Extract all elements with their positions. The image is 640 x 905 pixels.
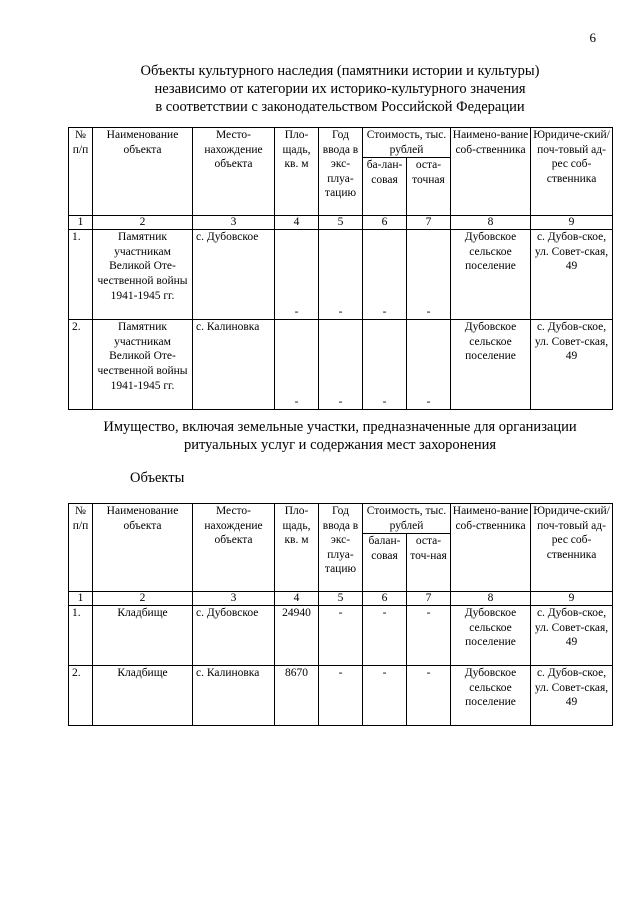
header-area: Пло-щадь, кв. м — [275, 504, 319, 592]
header-cost-residual: оста-точ-ная — [407, 534, 451, 592]
row-residual: - — [407, 606, 451, 666]
column-number: 3 — [193, 216, 275, 230]
row-name: Памятник участникам Великой Оте-чественной войны 1941-1945 гг. — [93, 230, 193, 320]
column-number: 7 — [407, 216, 451, 230]
column-number: 6 — [363, 216, 407, 230]
header-num: № п/п — [69, 504, 93, 592]
column-number: 9 — [531, 216, 613, 230]
row-owner: Дубовское сельское поселение — [451, 666, 531, 726]
column-number: 6 — [363, 592, 407, 606]
row-location: с. Калиновка — [193, 666, 275, 726]
row-year: - — [319, 230, 363, 320]
row-name: Памятник участникам Великой Оте-чественной войны 1941-1945 гг. — [93, 320, 193, 410]
row-balance: - — [363, 320, 407, 410]
header-num: № п/п — [69, 128, 93, 216]
header-area: Пло-щадь, кв. м — [275, 128, 319, 216]
header-owner: Наимено-вание соб-ственника — [451, 504, 531, 592]
row-year: - — [319, 320, 363, 410]
row-area: 24940 — [275, 606, 319, 666]
column-number: 9 — [531, 592, 613, 606]
column-number: 2 — [93, 216, 193, 230]
heading-line: Объекты культурного наследия (памятники истории и культуры) — [140, 63, 540, 79]
row-owner: Дубовское сельское поселение — [451, 320, 531, 410]
row-residual: - — [407, 666, 451, 726]
table-row — [69, 666, 613, 726]
header-owner: Наимено-вание соб-ственника — [451, 128, 531, 216]
row-address: с. Дубов-ское, ул. Совет-ская, 49 — [531, 320, 613, 410]
header-year: Год ввода в экс-плуа-тацию — [319, 504, 363, 592]
row-num: 1. — [69, 230, 93, 320]
header-name: Наименование объекта — [93, 504, 193, 592]
column-number: 8 — [451, 216, 531, 230]
row-address: с. Дубов-ское, ул. Совет-ская, 49 — [531, 606, 613, 666]
row-residual: - — [407, 320, 451, 410]
row-balance: - — [363, 606, 407, 666]
column-number: 2 — [93, 592, 193, 606]
section2-heading — [60, 418, 620, 454]
row-name: Кладбище — [93, 666, 193, 726]
row-balance: - — [363, 230, 407, 320]
header-location: Место-нахождение объекта — [193, 128, 275, 216]
header-address: Юридиче-ский/поч-товый ад-рес соб-ственника — [531, 504, 613, 592]
row-owner: Дубовское сельское поселение — [451, 606, 531, 666]
column-number: 4 — [275, 592, 319, 606]
header-address: Юридиче-ский/поч-товый ад-рес соб-ственника — [531, 128, 613, 216]
row-num: 2. — [69, 666, 93, 726]
row-year: - — [319, 666, 363, 726]
cemetery-table — [68, 503, 613, 726]
heading-line: Имущество, включая земельные участки, предназначенные для организации — [103, 419, 577, 435]
column-number: 1 — [69, 592, 93, 606]
row-name: Кладбище — [93, 606, 193, 666]
header-cost: Стоимость, тыс. рублей — [363, 128, 451, 158]
heritage-table — [68, 127, 613, 410]
row-area: - — [275, 230, 319, 320]
page-number: 6 — [589, 30, 596, 45]
heading-line: ритуальных услуг и содержания мест захоронения — [183, 437, 497, 453]
row-balance: - — [363, 666, 407, 726]
row-num: 1. — [69, 606, 93, 666]
row-location: с. Дубовское — [193, 606, 275, 666]
column-number: 8 — [451, 592, 531, 606]
column-number: 5 — [319, 216, 363, 230]
table-row — [69, 606, 613, 666]
header-year: Год ввода в экс-плуа-тацию — [319, 128, 363, 216]
row-address: с. Дубов-ское, ул. Совет-ская, 49 — [531, 666, 613, 726]
row-location: с. Дубовское — [193, 230, 275, 320]
row-num: 2. — [69, 320, 93, 410]
row-year: - — [319, 606, 363, 666]
column-number: 5 — [319, 592, 363, 606]
table-row — [69, 230, 613, 320]
row-area: - — [275, 320, 319, 410]
section1-heading — [60, 62, 620, 116]
header-cost-residual: оста-точная — [407, 158, 451, 216]
header-cost-balance: ба-лан-совая — [363, 158, 407, 216]
column-number: 3 — [193, 592, 275, 606]
row-owner: Дубовское сельское поселение — [451, 230, 531, 320]
column-number: 1 — [69, 216, 93, 230]
row-residual: - — [407, 230, 451, 320]
table-row — [69, 320, 613, 410]
column-number: 4 — [275, 216, 319, 230]
row-area: 8670 — [275, 666, 319, 726]
header-cost: Стоимость, тыс. рублей — [363, 504, 451, 534]
header-location: Место-нахождение объекта — [193, 504, 275, 592]
row-location: с. Калиновка — [193, 320, 275, 410]
column-number: 7 — [407, 592, 451, 606]
heading-line: независимо от категории их историко-культурного значения — [154, 81, 526, 97]
header-name: Наименование объекта — [93, 128, 193, 216]
header-cost-balance: балан-совая — [363, 534, 407, 592]
heading-line: в соответствии с законодательством Российской Федерации — [155, 99, 525, 115]
section2-subheading: Объекты — [130, 470, 185, 486]
row-address: с. Дубов-ское, ул. Совет-ская, 49 — [531, 230, 613, 320]
